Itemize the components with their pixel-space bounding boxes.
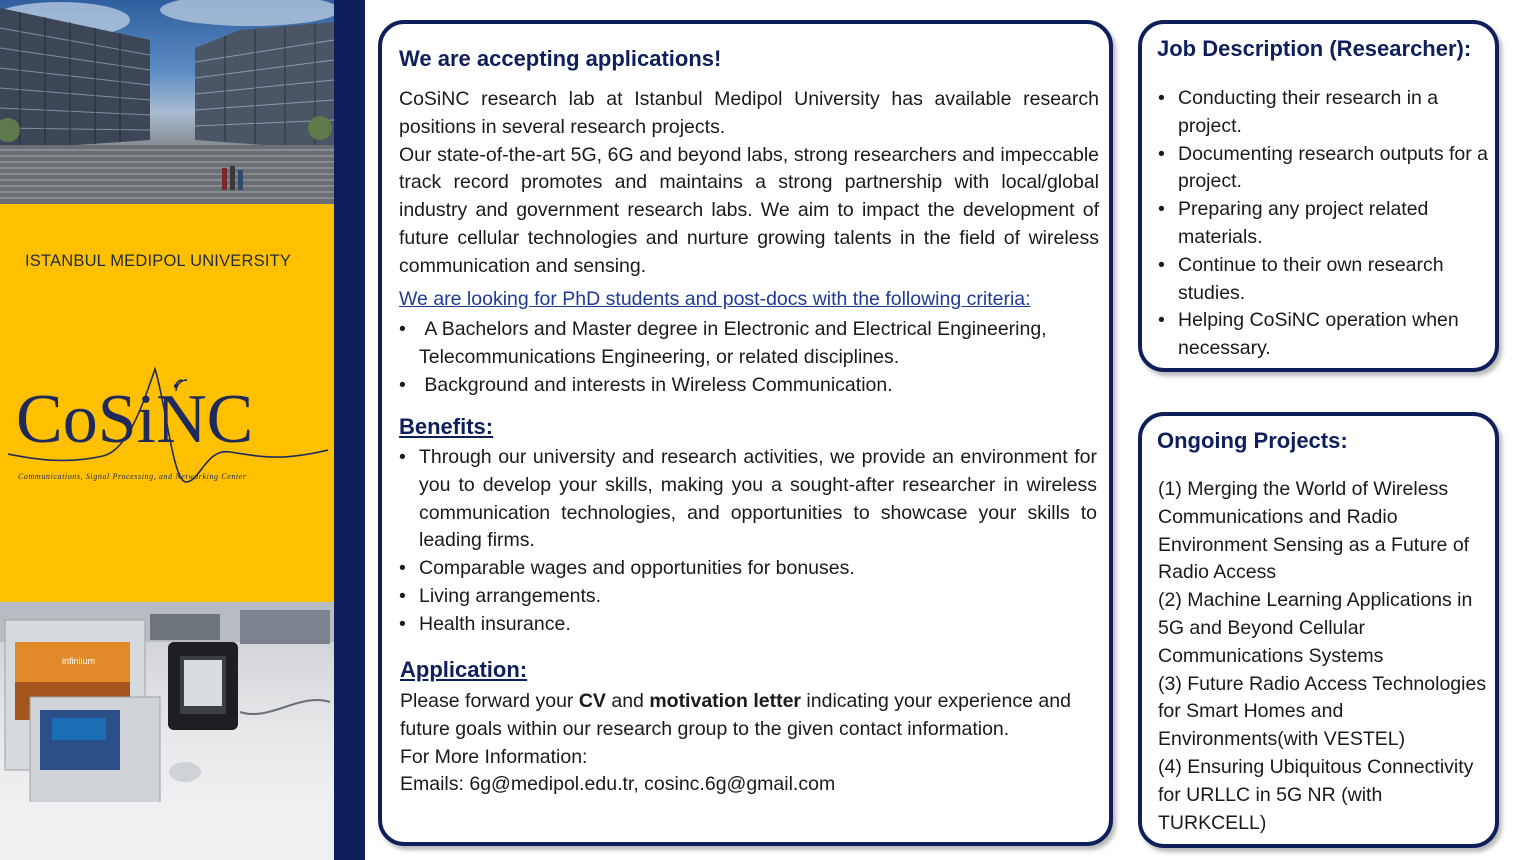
application-instructions: Please forward your CV and motivation letter indicating your experience and future goals within our research group to the given contact information. <box>400 690 1071 740</box>
campus-building-illustration <box>0 0 334 204</box>
accepting-applications-title: We are accepting applications! <box>399 46 722 71</box>
cv-emphasis: CV <box>578 690 606 712</box>
project-item: (1) Merging the World of Wireless Communications and Radio Environment Sensing as a Future of Radio Access <box>1158 478 1470 584</box>
oscilloscope-screen-label: infiniium <box>62 656 96 666</box>
job-duty-item: • Continue to their own research studies. <box>1158 252 1488 308</box>
intro-paragraph-2: Our state-of-the-art 5G, 6G and beyond labs, strong researchers and impeccable track record promotes and maintains a strong partnership with local/global industry and government research labs. We aim to impact the development of future cellular technologies and nurture growing talents in the field of wireless communication and sensing. <box>399 143 1099 277</box>
projects-list <box>1158 476 1493 837</box>
lab-equipment-photo <box>0 602 334 860</box>
job-duty-item: • Preparing any project related materials. <box>1158 196 1488 252</box>
campus-building-photo <box>0 0 334 204</box>
contact-emails: Emails: 6g@medipol.edu.tr, cosinc.6g@gmail.com <box>400 773 836 796</box>
cosinc-logo-graphic <box>8 364 328 494</box>
logo-tagline: Communications, Signal Processing, and Networking Center <box>18 472 247 481</box>
intro-paragraph-1: CoSiNC research lab at Istanbul Medipol University has available research positions in several research projects. <box>399 88 1099 138</box>
ongoing-projects-panel <box>1138 412 1499 848</box>
benefit-item: • Health insurance. <box>399 611 1097 639</box>
job-description-panel <box>1138 20 1499 372</box>
criteria-item: • Background and interests in Wireless Communication. <box>399 372 1099 400</box>
benefit-item: • Comparable wages and opportunities for bonuses. <box>399 555 1097 583</box>
main-announcement-panel <box>378 20 1113 846</box>
more-info-label: For More Information: <box>400 745 588 768</box>
criteria-list <box>399 316 1099 399</box>
logo-wordmark: CoSiNC <box>16 381 254 458</box>
ongoing-projects-title: Ongoing Projects: <box>1157 428 1348 453</box>
application-body <box>400 688 1100 799</box>
job-duty-item: • Conducting their research in a project. <box>1158 85 1488 141</box>
benefits-list <box>399 444 1097 639</box>
criteria-heading: We are looking for PhD students and post-docs with the following criteria: <box>399 288 1031 310</box>
criteria-item: • A Bachelors and Master degree in Electronic and Electrical Engineering, Telecommunications Engineering, or related disciplines. <box>399 316 1099 372</box>
job-duty-item: • Helping CoSiNC operation when necessary. <box>1158 307 1488 363</box>
job-duty-item: • Documenting research outputs for a project. <box>1158 141 1488 197</box>
job-duties-list <box>1158 85 1488 363</box>
university-name: ISTANBUL MEDIPOL UNIVERSITY <box>25 252 292 270</box>
benefits-title: Benefits: <box>399 414 494 439</box>
project-item: (4) Ensuring Ubiquitous Connectivity for URLLC in 5G NR (with TURKCELL) <box>1158 755 1474 834</box>
navy-divider-bar <box>334 0 365 860</box>
intro-text <box>399 86 1099 281</box>
benefit-item: • Living arrangements. <box>399 583 1097 611</box>
university-branding-block <box>0 204 334 602</box>
application-title: Application: <box>400 657 528 682</box>
project-item: (2) Machine Learning Applications in 5G and Beyond Cellular Communications Systems <box>1158 589 1473 667</box>
job-description-title: Job Description (Researcher): <box>1157 36 1472 61</box>
cosinc-logo <box>8 364 328 494</box>
lab-equipment-illustration <box>0 602 334 860</box>
project-item: (3) Future Radio Access Technologies for Smart Homes and Environments(with VESTEL) <box>1158 672 1487 751</box>
motivation-letter-emphasis: motivation letter <box>649 690 801 712</box>
left-column <box>0 0 334 860</box>
benefit-item: • Through our university and research activities, we provide an environment for you to develop your skills, making you a sought-after researcher in wireless communication technologies, and opportunities to showcase your skills to leading firms. <box>399 444 1097 555</box>
